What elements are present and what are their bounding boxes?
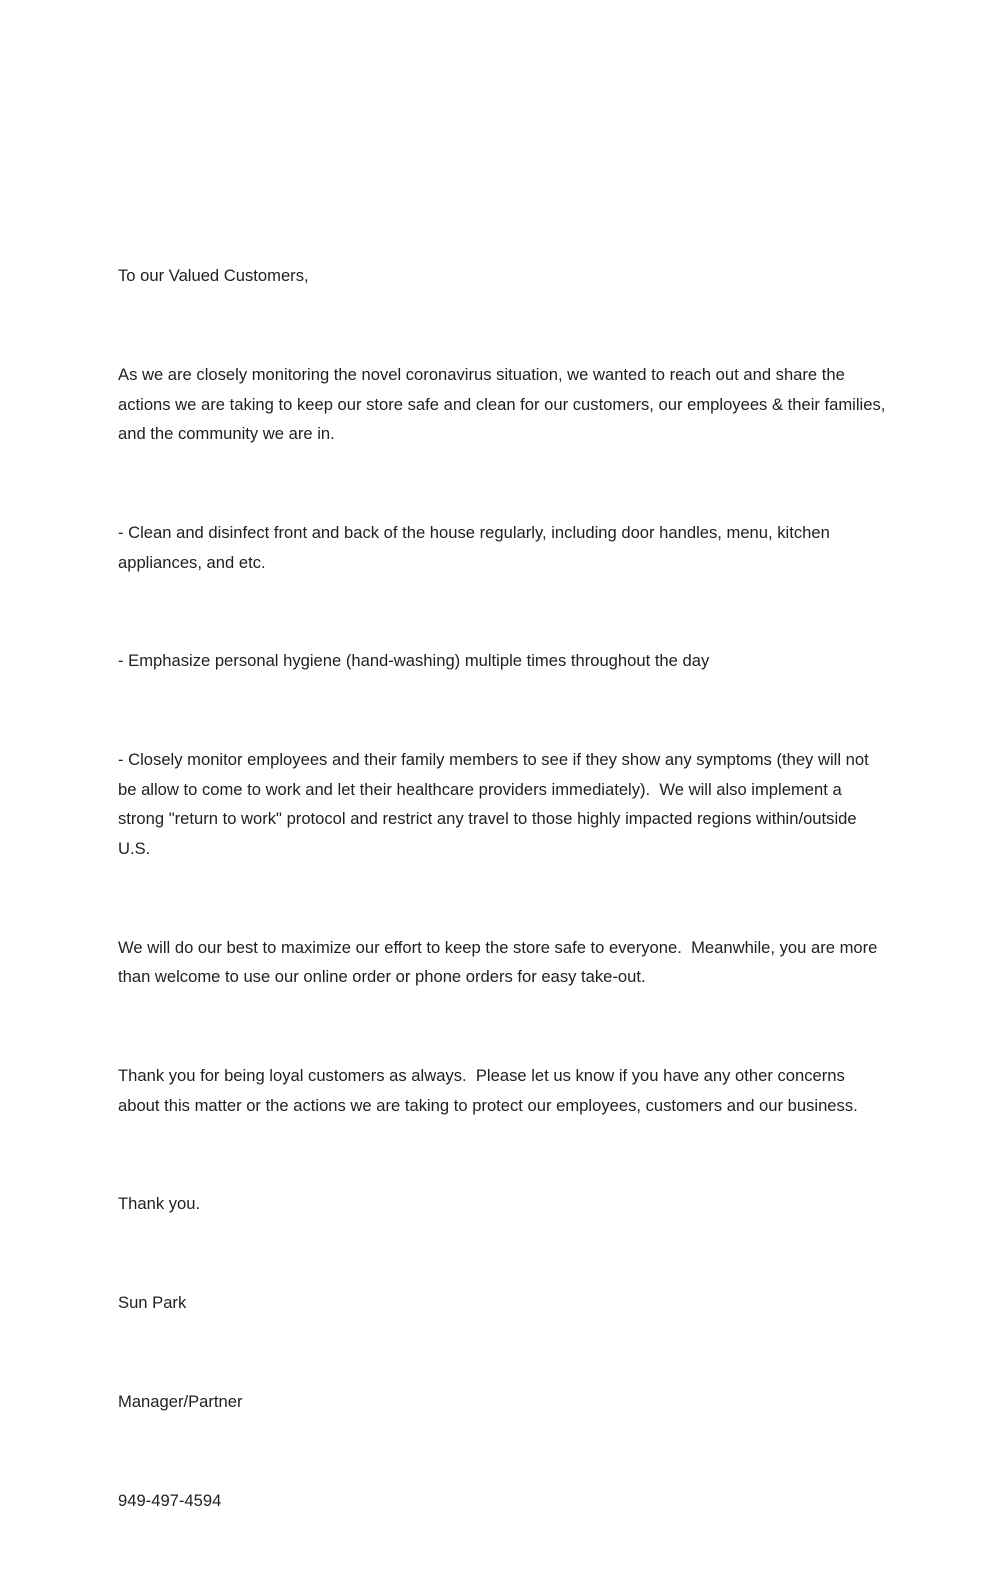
intro-paragraph: As we are closely monitoring the novel coronavirus situation, we wanted to reach out and share the actions we are taking to keep our store safe and clean for our customers, our employees & their families, and the community we are in. — [118, 364, 891, 444]
letter-body — [118, 202, 891, 1585]
signer-title: Manager/Partner — [118, 1391, 243, 1411]
signer-phone: 949-497-4594 — [118, 1490, 222, 1510]
salutation: To our Valued Customers, — [118, 266, 309, 286]
thanks-paragraph: Thank you for being loyal customers as always. Please let us know if you have any other concerns about this matter or the actions we are taking to protect our employees, customers and our business. — [118, 1066, 858, 1115]
action-item-cleaning: - Clean and disinfect front and back of the house regularly, including door handles, menu, kitchen appliances, and etc. — [118, 522, 835, 572]
closing: Thank you. — [118, 1194, 201, 1214]
action-item-hygiene: - Emphasize personal hygiene (hand-washing) multiple times throughout the day — [118, 651, 710, 671]
action-item-monitoring: - Closely monitor employees and their family members to see if they show any symptoms (they will not be allow to come to work and let their healthcare providers immediately). We will also implement a strong "return to work" protocol and restrict any travel to those highly impacted regions within/outside U.S. — [118, 750, 874, 858]
signer-name: Sun Park — [118, 1293, 187, 1313]
effort-paragraph: We will do our best to maximize our effort to keep the store safe to everyone. Meanwhile, you are more than welcome to use our online order or phone orders for easy take-out. — [118, 937, 883, 987]
